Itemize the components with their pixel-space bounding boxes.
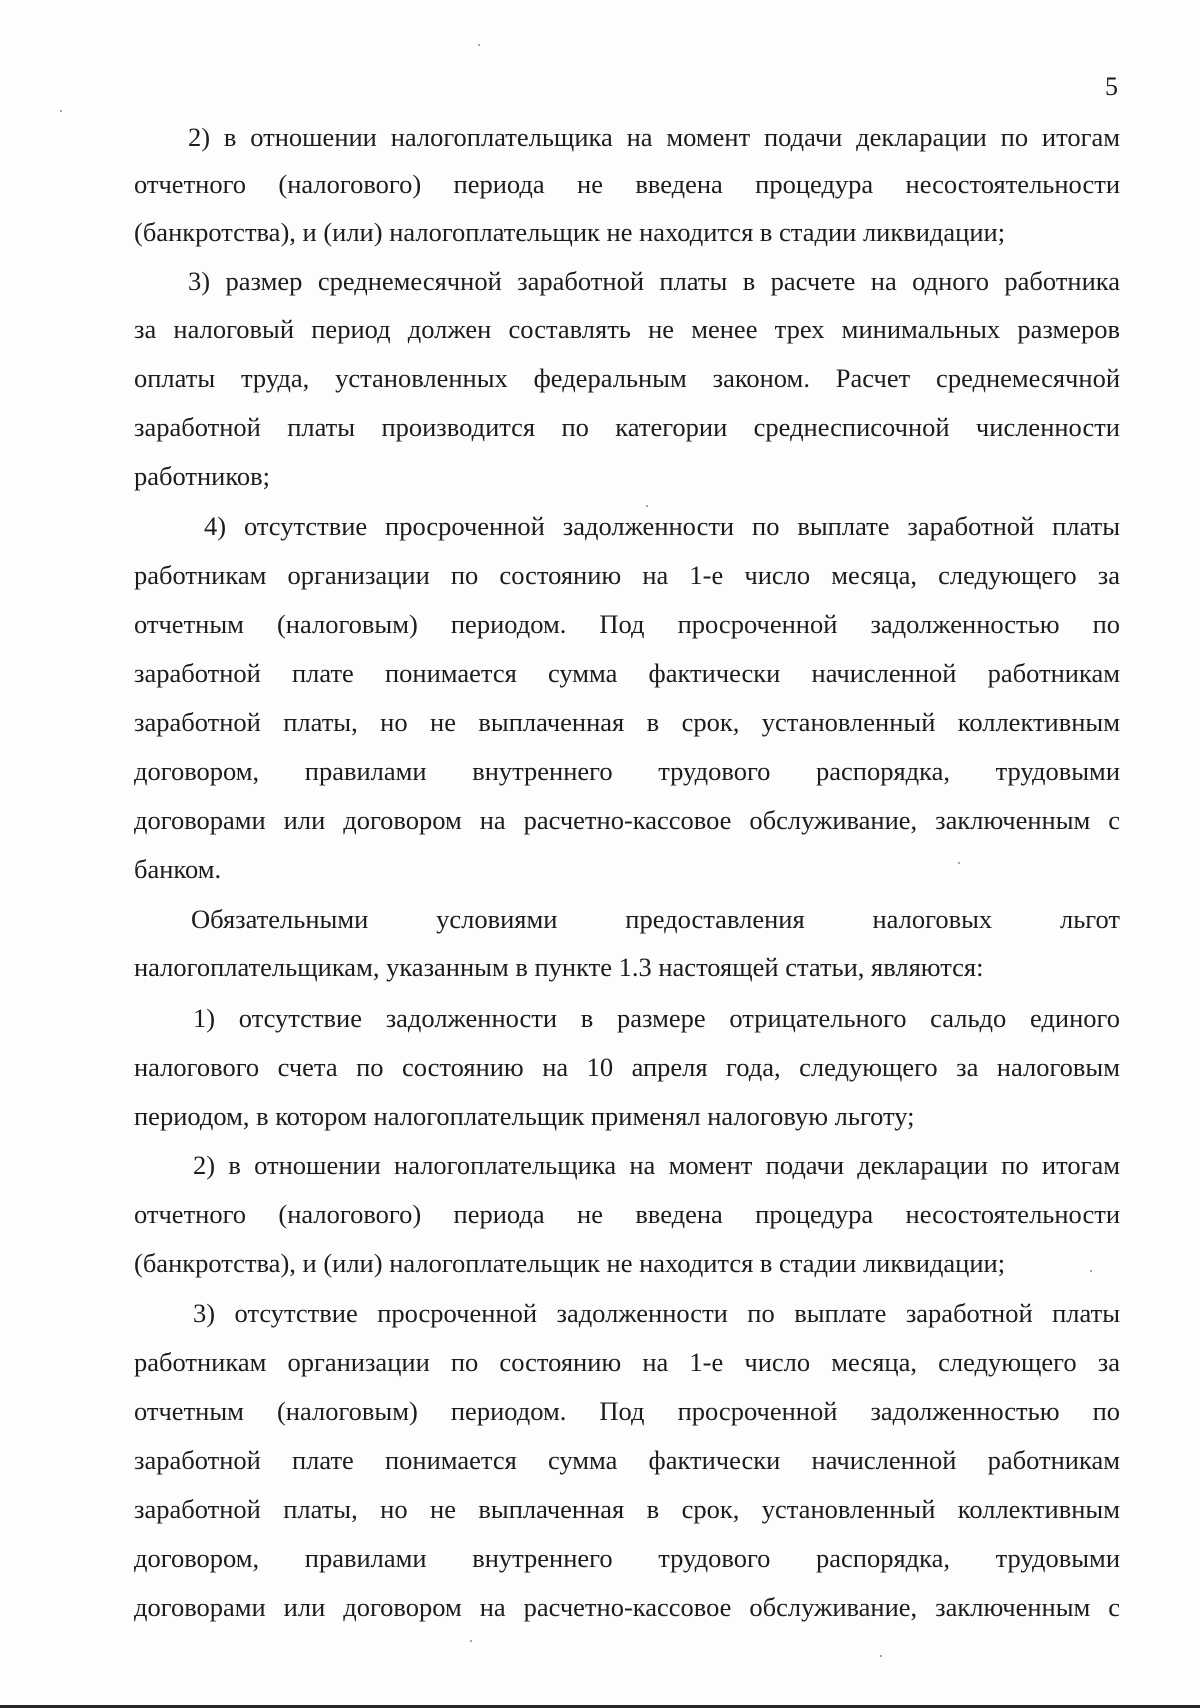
- text-line: 4) отсутствие просроченной задолженности по выплате заработной платы: [204, 511, 1120, 541]
- text-line: отчетного (налогового) периода не введена процедура несостоятельности: [134, 1199, 1120, 1229]
- text-line: работникам организации по состоянию на 1-е число месяца, следующего за: [134, 1347, 1120, 1377]
- text-line: Обязательными условиями предоставления налоговых льгот: [191, 904, 1120, 934]
- scan-speck: [470, 1640, 472, 1642]
- text-line: договором, правилами внутреннего трудового распорядка, трудовыми: [134, 1543, 1120, 1573]
- text-line: договорами или договором на расчетно-кассовое обслуживание, заключенным с: [134, 1592, 1120, 1622]
- scan-speck: [958, 862, 960, 864]
- page-number: 5: [1105, 72, 1118, 101]
- text-line: 3) размер среднемесячной заработной платы в расчете на одного работника: [188, 266, 1120, 296]
- text-line: заработной платы, но не выплаченная в срок, установленный коллективным: [134, 707, 1120, 737]
- text-line: работников;: [134, 461, 270, 491]
- text-line: банком.: [134, 854, 222, 884]
- scan-speck: [60, 110, 62, 112]
- text-line: заработной плате понимается сумма фактически начисленной работникам: [134, 658, 1120, 688]
- text-line: 2) в отношении налогоплательщика на момент подачи декларации по итогам: [193, 1150, 1120, 1180]
- text-line: договорами или договором на расчетно-кассовое обслуживание, заключенным с: [134, 805, 1120, 835]
- text-line: (банкротства), и (или) налогоплательщик не находится в стадии ликвидации;: [134, 217, 1006, 247]
- text-line: заработной платы, но не выплаченная в срок, установленный коллективным: [134, 1494, 1120, 1524]
- scan-speck: [1090, 1270, 1092, 1272]
- text-line: договором, правилами внутреннего трудового распорядка, трудовыми: [134, 756, 1120, 786]
- text-line: 1) отсутствие задолженности в размере отрицательного сальдо единого: [193, 1003, 1120, 1033]
- scan-speck: [880, 1655, 882, 1657]
- text-line: налогового счета по состоянию на 10 апреля года, следующего за налоговым: [134, 1052, 1120, 1082]
- text-line: за налоговый период должен составлять не менее трех минимальных размеров: [134, 314, 1120, 344]
- text-line: заработной платы производится по категории среднесписочной численности: [134, 412, 1120, 442]
- text-line: 3) отсутствие просроченной задолженности по выплате заработной платы: [193, 1298, 1120, 1328]
- text-line: отчетным (налоговым) периодом. Под просроченной задолженностью по: [134, 609, 1120, 639]
- text-line: (банкротства), и (или) налогоплательщик не находится в стадии ликвидации;: [134, 1248, 1006, 1278]
- text-line: оплаты труда, установленных федеральным законом. Расчет среднемесячной: [134, 363, 1120, 393]
- text-line: работникам организации по состоянию на 1-е число месяца, следующего за: [134, 560, 1120, 590]
- text-line: заработной плате понимается сумма фактически начисленной работникам: [134, 1445, 1120, 1475]
- text-line: 2) в отношении налогоплательщика на момент подачи декларации по итогам: [188, 122, 1120, 152]
- scan-speck: [646, 505, 648, 507]
- text-line: отчетным (налоговым) периодом. Под просроченной задолженностью по: [134, 1396, 1120, 1426]
- text-line: периодом, в котором налогоплательщик применял налоговую льготу;: [134, 1101, 915, 1131]
- scan-speck: [478, 44, 480, 46]
- text-line: отчетного (налогового) периода не введена процедура несостоятельности: [134, 169, 1120, 199]
- text-line: налогоплательщикам, указанным в пункте 1.3 настоящей статьи, являются:: [134, 952, 984, 982]
